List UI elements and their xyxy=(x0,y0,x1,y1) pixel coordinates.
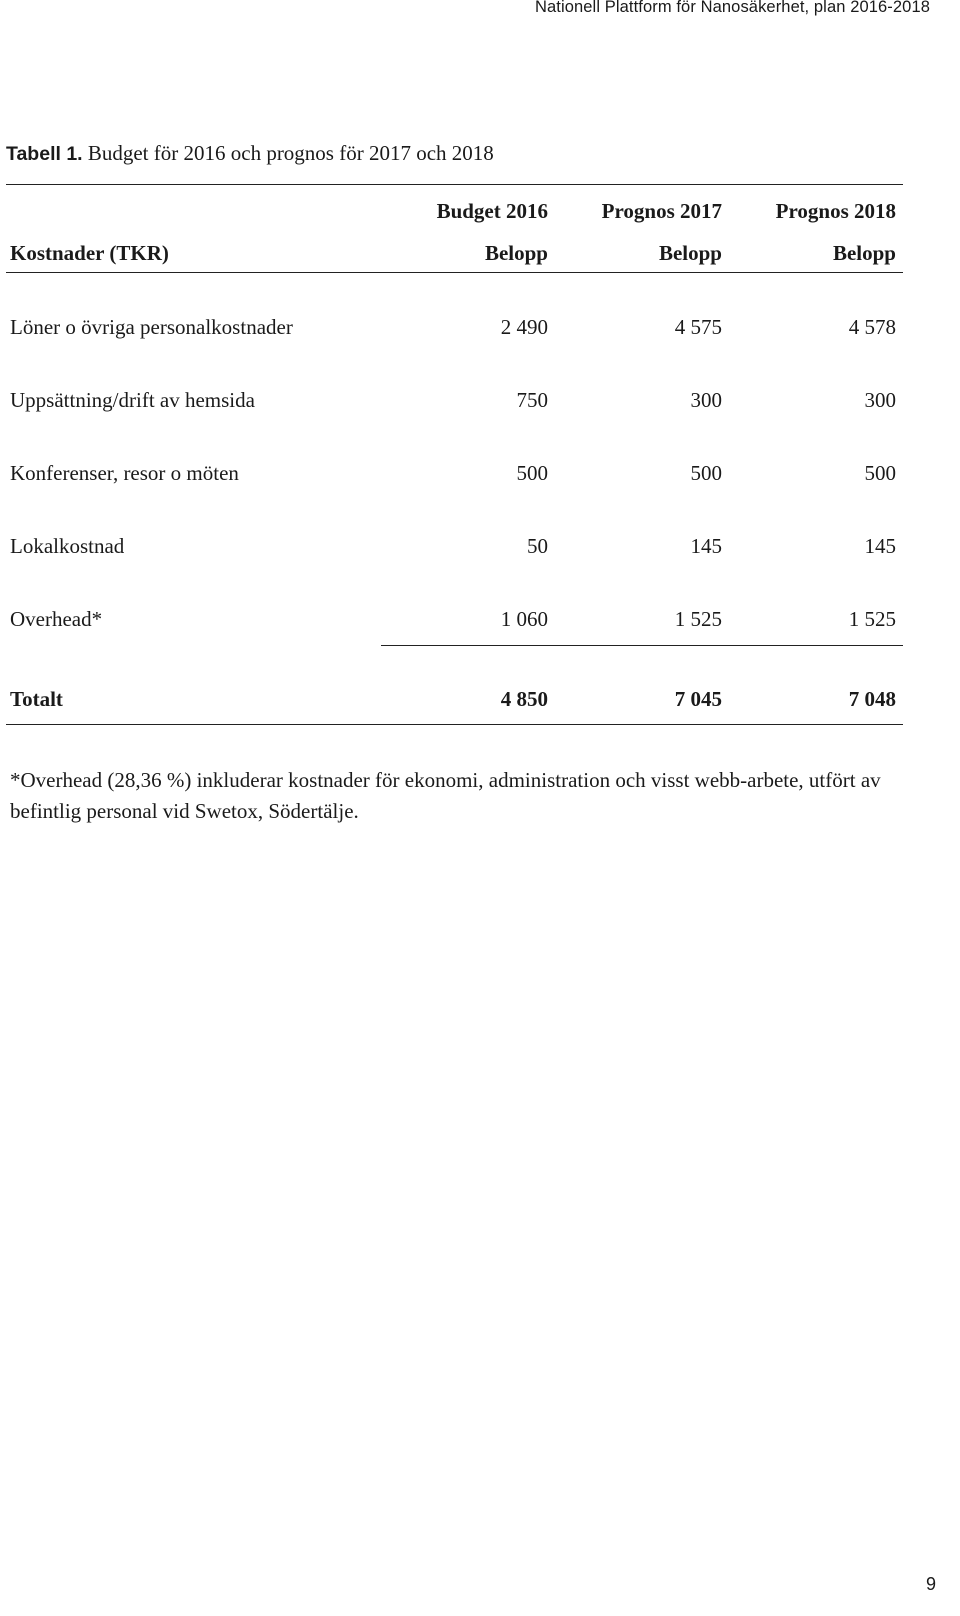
header-prognos-2017: Prognos 2017 xyxy=(601,199,722,223)
row-value-2017: 1 525 xyxy=(674,607,722,631)
row-value-2016: 500 xyxy=(516,461,548,485)
table-caption xyxy=(6,141,494,166)
total-value-2018: 7 048 xyxy=(848,687,896,711)
row-value-2018: 1 525 xyxy=(848,607,896,631)
header-belopp-2017: Belopp xyxy=(658,241,722,265)
header-belopp-2016: Belopp xyxy=(484,241,548,265)
row-value-2016: 50 xyxy=(527,534,548,558)
page-number: 9 xyxy=(925,1574,936,1594)
caption-label: Tabell 1. xyxy=(6,143,83,165)
row-label: Overhead* xyxy=(10,607,103,631)
row-value-2018: 145 xyxy=(864,534,896,558)
row-label: Uppsättning/drift av hemsida xyxy=(10,388,255,412)
header-belopp-2018: Belopp xyxy=(832,241,896,265)
row-value-2016: 750 xyxy=(516,388,548,412)
total-value-2016: 4 850 xyxy=(500,687,548,711)
footnote: *Overhead (28,36 %) inkluderar kostnader för ekonomi, administration och visst webb-arbete, utfört av befintlig personal vid Swetox, Södertälje. xyxy=(10,768,881,823)
subtotal-rule xyxy=(381,645,903,646)
row-value-2018: 300 xyxy=(864,388,896,412)
total-value-2017: 7 045 xyxy=(674,687,722,711)
row-value-2017: 300 xyxy=(690,388,722,412)
row-value-2017: 145 xyxy=(690,534,722,558)
total-label: Totalt xyxy=(10,687,63,711)
row-value-2018: 500 xyxy=(864,461,896,485)
row-value-2017: 4 575 xyxy=(674,315,722,339)
header-prognos-2018: Prognos 2018 xyxy=(775,199,896,223)
table-header-rule xyxy=(6,272,903,273)
row-label: Konferenser, resor o möten xyxy=(10,461,239,485)
row-label: Löner o övriga personalkostnader xyxy=(10,315,293,339)
row-value-2016: 2 490 xyxy=(500,315,548,339)
row-value-2016: 1 060 xyxy=(500,607,548,631)
caption-text: Budget för 2016 och prognos för 2017 och 2018 xyxy=(82,141,494,165)
header-budget-2016: Budget 2016 xyxy=(436,199,548,223)
row-value-2018: 4 578 xyxy=(848,315,896,339)
table-bottom-rule xyxy=(6,724,903,725)
row-label: Lokalkostnad xyxy=(10,534,125,558)
header-kostnader: Kostnader (TKR) xyxy=(10,241,169,265)
row-value-2017: 500 xyxy=(690,461,722,485)
running-header: Nationell Plattform för Nanosäkerhet, plan 2016-2018 xyxy=(534,0,930,16)
table-top-rule xyxy=(6,184,903,185)
